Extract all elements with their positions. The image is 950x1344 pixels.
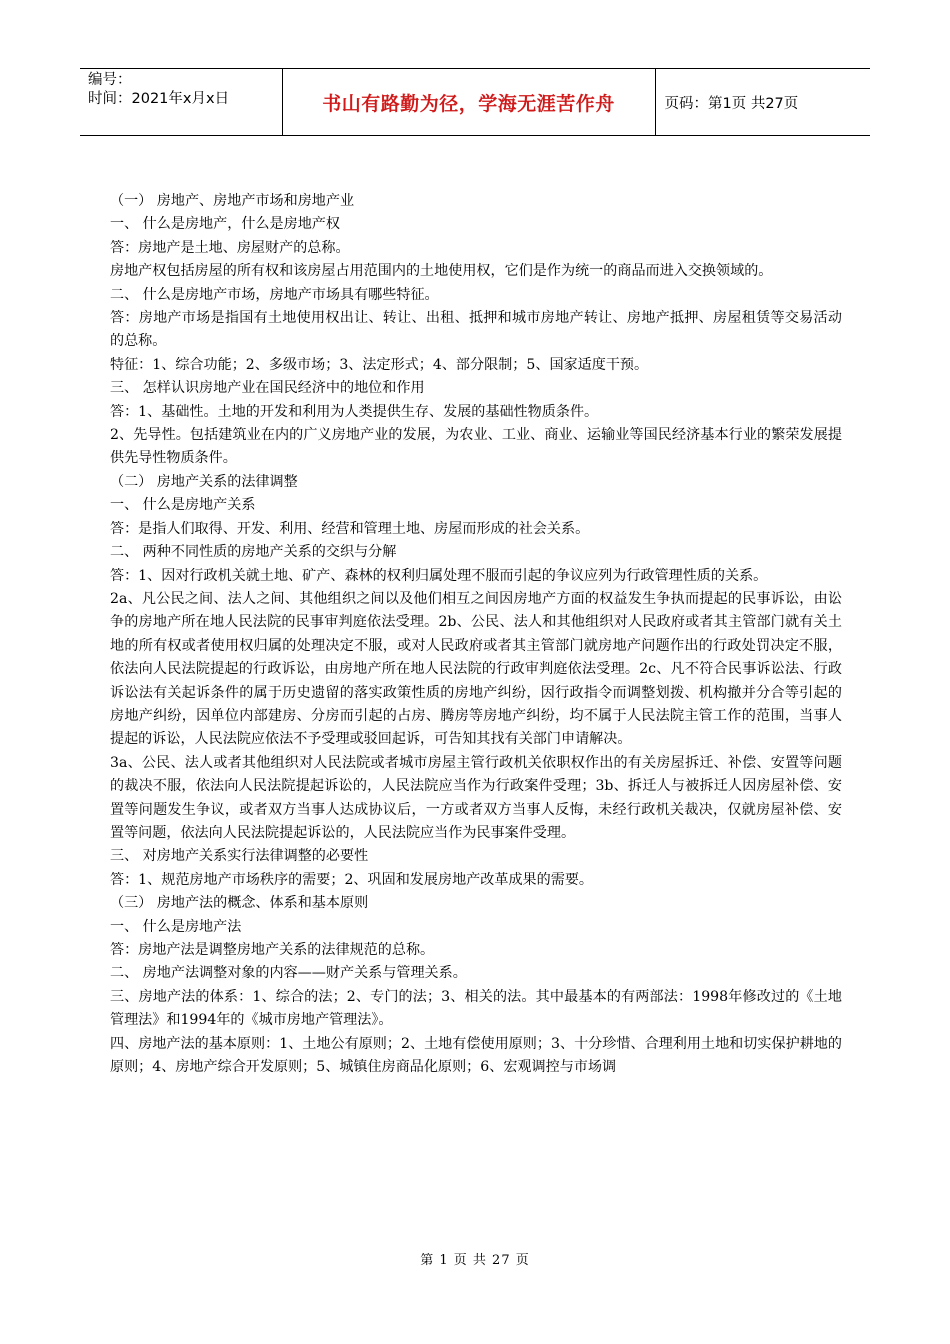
body-paragraph: 房地产权包括房屋的所有权和该房屋占用范围内的土地使用权，它们是作为统一的商品而进入交换领域的。 xyxy=(110,263,773,280)
header-motto-cell xyxy=(282,69,655,136)
header-page-cell xyxy=(655,69,870,136)
answer-paragraph: 答：1、因对行政机关就土地、矿产、森林的权利归属处理不服而引起的争议应列为行政管理性质的关系。 xyxy=(110,567,768,584)
body-paragraph: 3a、公民、法人或者其他组织对人民法院或者城市房屋主管行政机关依职权作出的有关房屋拆迁、补偿、安置等问题的裁决不服，依法向人民法院提起诉讼的，人民法院应当作为行政案件受理；3b、拆迁人与被拆迁人因房屋补偿、安置等问题发生争议，或者双方当事人达成协议后，一方或者双方当事人反悔，未经行政机关裁决，仅就房屋补偿、安置等问题，依法向人民法院提起诉讼的，人民法院应当作为民事案件受理。 xyxy=(110,754,842,841)
body-paragraph: 2、先导性。包括建筑业在内的广义房地产业的发展，为农业、工业、商业、运输业等国民经济基本行业的繁荣发展提供先导性物质条件。 xyxy=(110,427,842,467)
answer-paragraph: 答：1、规范房地产市场秩序的需要；2、巩固和发展房地产改革成果的需要。 xyxy=(110,871,594,888)
question-heading: 一、 什么是房地产法 xyxy=(110,918,242,935)
document-body xyxy=(110,190,842,1079)
header-motto: 书山有路勤为径，学海无涯苦作舟 xyxy=(322,92,615,115)
body-paragraph: 特征：1、综合功能；2、多级市场；3、法定形式；4、部分限制；5、国家适度干预。 xyxy=(110,356,649,373)
header-left-cell xyxy=(80,69,282,136)
section-heading: （三） 房地产法的概念、体系和基本原则 xyxy=(110,895,369,912)
document-time-label: 时间：2021年x月x日 xyxy=(88,91,230,107)
question-heading: 二、 什么是房地产市场，房地产市场具有哪些特征。 xyxy=(110,286,439,303)
answer-paragraph: 答：房地产市场是指国有土地使用权出让、转让、出租、抵押和城市房地产转让、房地产抵押、房屋租赁等交易活动的总称。 xyxy=(110,310,842,350)
section-heading: （二） 房地产关系的法律调整 xyxy=(110,473,298,490)
header-page-info: 页码：第1页 共27页 xyxy=(664,95,799,112)
question-heading: 一、 什么是房地产关系 xyxy=(110,497,256,514)
body-paragraph: 2a、凡公民之间、法人之间、其他组织之间以及他们相互之间因房地产方面的权益发生争执而提起的民事诉讼，由讼争的房地产所在地人民法院的民事审判庭依法受理。2b、公民、法人和其他组织对人民政府或者其主管部门就有关土地的所有权或者使用权归属的处理决定不服，或对人民政府或者其主管部门就房地产问题作出的行政处罚决定不服，依法向人民法院提起的行政诉讼，由房地产所在地人民法院的行政审判庭依法受理。2c、凡不符合民事诉讼法、行政诉讼法有关起诉条件的属于历史遗留的落实政策性质的房地产纠纷，因行政指令而调整划拨、机构撤并分合等引起的房地产纠纷，因单位内部建房、分房而引起的占房、腾房等房地产纠纷，均不属于人民法院主管工作的范围，当事人提起的诉讼，人民法院应依法不予受理或驳回起诉，可告知其找有关部门申请解决。 xyxy=(110,590,842,748)
answer-paragraph: 答：房地产是土地、房屋财产的总称。 xyxy=(110,239,350,256)
question-heading: 三、 对房地产关系实行法律调整的必要性 xyxy=(110,848,369,865)
question-heading: 二、 房地产法调整对象的内容——财产关系与管理关系。 xyxy=(110,965,467,982)
page-header xyxy=(80,68,870,136)
question-heading: 一、 什么是房地产，什么是房地产权 xyxy=(110,216,340,233)
section-heading: （一） 房地产、房地产市场和房地产业 xyxy=(110,193,355,209)
page-footer: 第 1 页 共 27 页 xyxy=(420,1253,530,1268)
document-number-label: 编号： xyxy=(88,72,132,88)
body-paragraph: 三、房地产法的体系：1、综合的法；2、专门的法；3、相关的法。其中最基本的有两部法：1998年修改过的《土地管理法》和1994年的《城市房地产管理法》。 xyxy=(110,988,842,1029)
question-heading: 三、 怎样认识房地产业在国民经济中的地位和作用 xyxy=(110,380,425,397)
body-paragraph: 四、房地产法的基本原则：1、土地公有原则；2、土地有偿使用原则；3、十分珍惜、合理利用土地和切实保护耕地的原则；4、房地产综合开发原则；5、城镇住房商品化原则；6、宏观调控与市场调 xyxy=(110,1035,842,1076)
answer-paragraph: 答：是指人们取得、开发、利用、经营和管理土地、房屋而形成的社会关系。 xyxy=(110,520,590,537)
question-heading: 二、 两种不同性质的房地产关系的交织与分解 xyxy=(110,544,397,561)
answer-paragraph: 答：1、基础性。土地的开发和利用为人类提供生存、发展的基础性物质条件。 xyxy=(110,403,599,420)
answer-paragraph: 答：房地产法是调整房地产关系的法律规范的总称。 xyxy=(110,942,435,958)
